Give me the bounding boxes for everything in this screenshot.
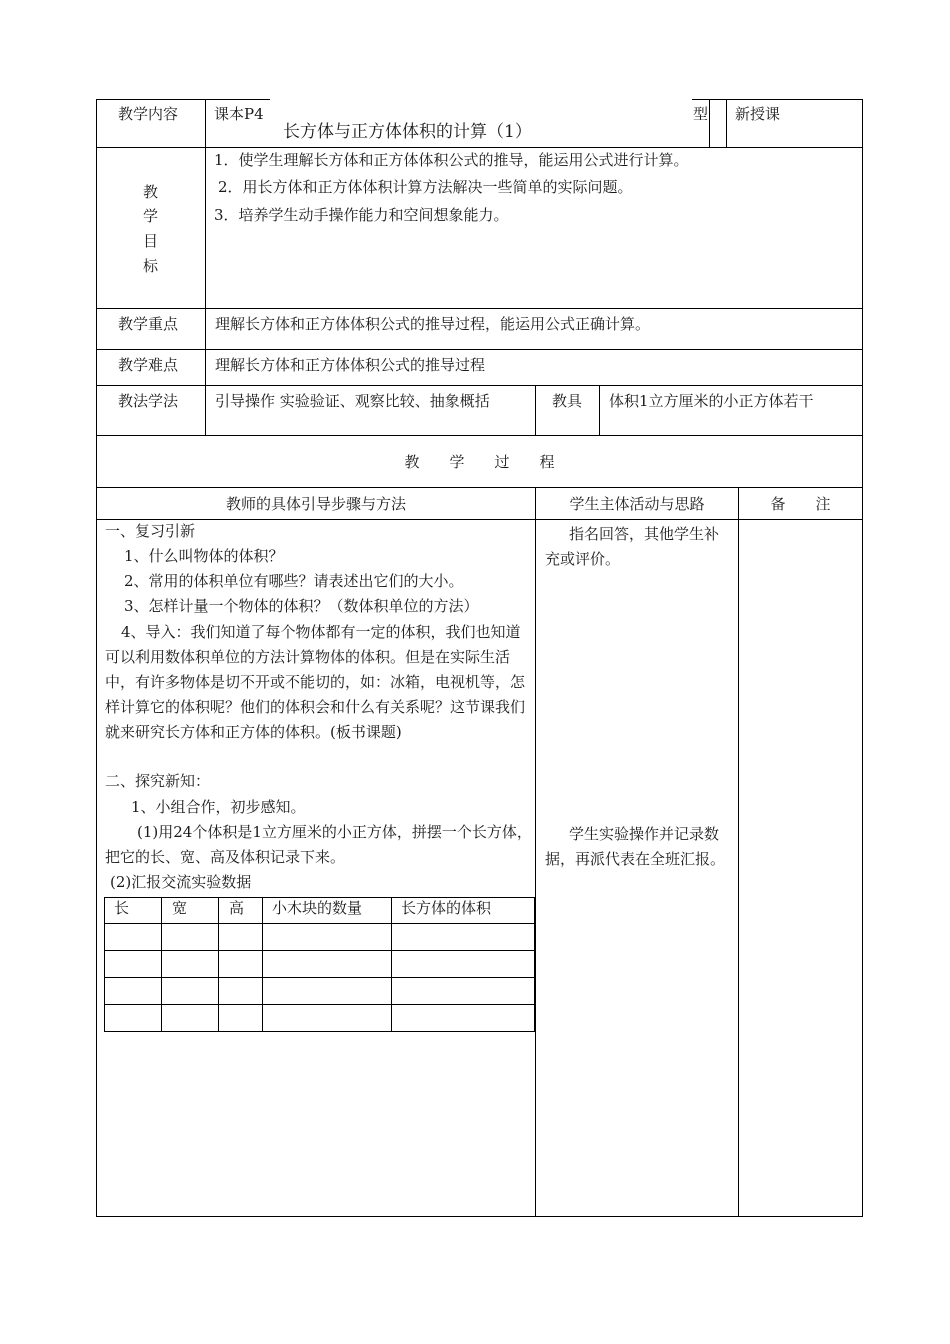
row-divider: [96, 519, 863, 520]
explore-title: 二、探究新知：: [105, 772, 211, 790]
col-teacher-header: 教师的具体引导步骤与方法: [225, 495, 406, 513]
row-divider: [96, 308, 863, 309]
difficulty-label: 教学难点: [118, 356, 179, 374]
table-header-cell: 小木块的数量: [272, 899, 363, 917]
table-border-bottom: [96, 1216, 863, 1217]
table-header-cell: 长方体的体积: [401, 899, 492, 917]
row-divider: [96, 349, 863, 350]
table-border-left: [96, 99, 97, 1217]
page-title: 长方体与正方体体积的计算（1）: [283, 122, 532, 142]
step-1-2: (2)汇报交流实验数据: [110, 873, 252, 891]
review-title: 一、复习引新: [105, 522, 196, 540]
content-value: 课本P4: [214, 105, 264, 123]
type-value: 新授课: [735, 105, 781, 123]
table-border-right: [862, 99, 863, 1217]
review-question: 1、什么叫物体的体积？: [124, 547, 284, 565]
process-heading: 教 学 过 程: [404, 453, 555, 471]
col-divider: [535, 385, 536, 436]
objective-item: 1．使学生理解长方体和正方体体积公式的推导，能运用公式进行计算。: [214, 151, 689, 169]
type-fragment: 型: [693, 105, 709, 123]
objectives-label-3: 目: [143, 232, 159, 250]
student-activity: 学生实验操作并记录数据，再派代表在全班汇报。: [545, 825, 726, 868]
col-divider: [709, 99, 710, 147]
content-label: 教学内容: [118, 105, 179, 123]
col-divider: [726, 99, 727, 147]
col-divider: [738, 487, 739, 1217]
objectives-label-4: 标: [143, 257, 159, 275]
table-header-cell: 宽: [172, 899, 188, 917]
col-divider: [205, 99, 206, 436]
row-divider: [96, 487, 863, 488]
intro-paragraph: 4、导入：我们知道了每个物体都有一定的体积，我们也知道可以利用数体积单位的方法计算物体的体积。但是在实际生活中，有许多物体是切不开或不能切的，如：冰箱，电视机等，怎样计算它的体积呢？他们的体积会和什么有关系呢？这节课我们就来研究长方体和正方体的体积。(板书课题): [105, 623, 526, 741]
col-note-header: 备 注: [770, 495, 831, 513]
objective-item: 2．用长方体和正方体体积计算方法解决一些简单的实际问题。: [218, 178, 633, 196]
objectives-label-2: 学: [143, 207, 159, 225]
step-1: 1、小组合作，初步感知。: [131, 798, 306, 816]
tools-value: 体积1立方厘米的小正方体若干: [609, 392, 814, 410]
table-header-cell: 高: [229, 899, 245, 917]
review-question: 3、怎样计量一个物体的体积？（数体积单位的方法）: [124, 597, 479, 615]
difficulty-value: 理解长方体和正方体体积公式的推导过程: [215, 356, 486, 374]
table-header-cell: 长: [114, 899, 130, 917]
row-divider: [96, 435, 863, 436]
key-point-value: 理解长方体和正方体体积公式的推导过程，能运用公式正确计算。: [215, 315, 651, 333]
methods-label: 教法学法: [118, 392, 179, 410]
col-divider: [599, 385, 600, 436]
tools-label: 教具: [552, 392, 583, 410]
student-activity: 指名回答，其他学生补充或评价。: [545, 525, 720, 568]
row-divider: [96, 385, 863, 386]
col-divider: [535, 487, 536, 1217]
objectives-label-1: 教: [143, 183, 159, 201]
key-point-label: 教学重点: [118, 315, 179, 333]
objective-item: 3．培养学生动手操作能力和空间想象能力。: [214, 206, 509, 224]
methods-value: 引导操作 实验验证、观察比较、抽象概括: [215, 392, 490, 410]
row-divider: [96, 147, 863, 148]
col-student-header: 学生主体活动与思路: [569, 495, 705, 513]
review-question: 2、常用的体积单位有哪些？请表述出它们的大小。: [124, 572, 464, 590]
step-1-1: (1)用24个体积是1立方厘米的小正方体，拼摆一个长方体，把它的长、宽、高及体积记录下来。: [105, 823, 532, 866]
